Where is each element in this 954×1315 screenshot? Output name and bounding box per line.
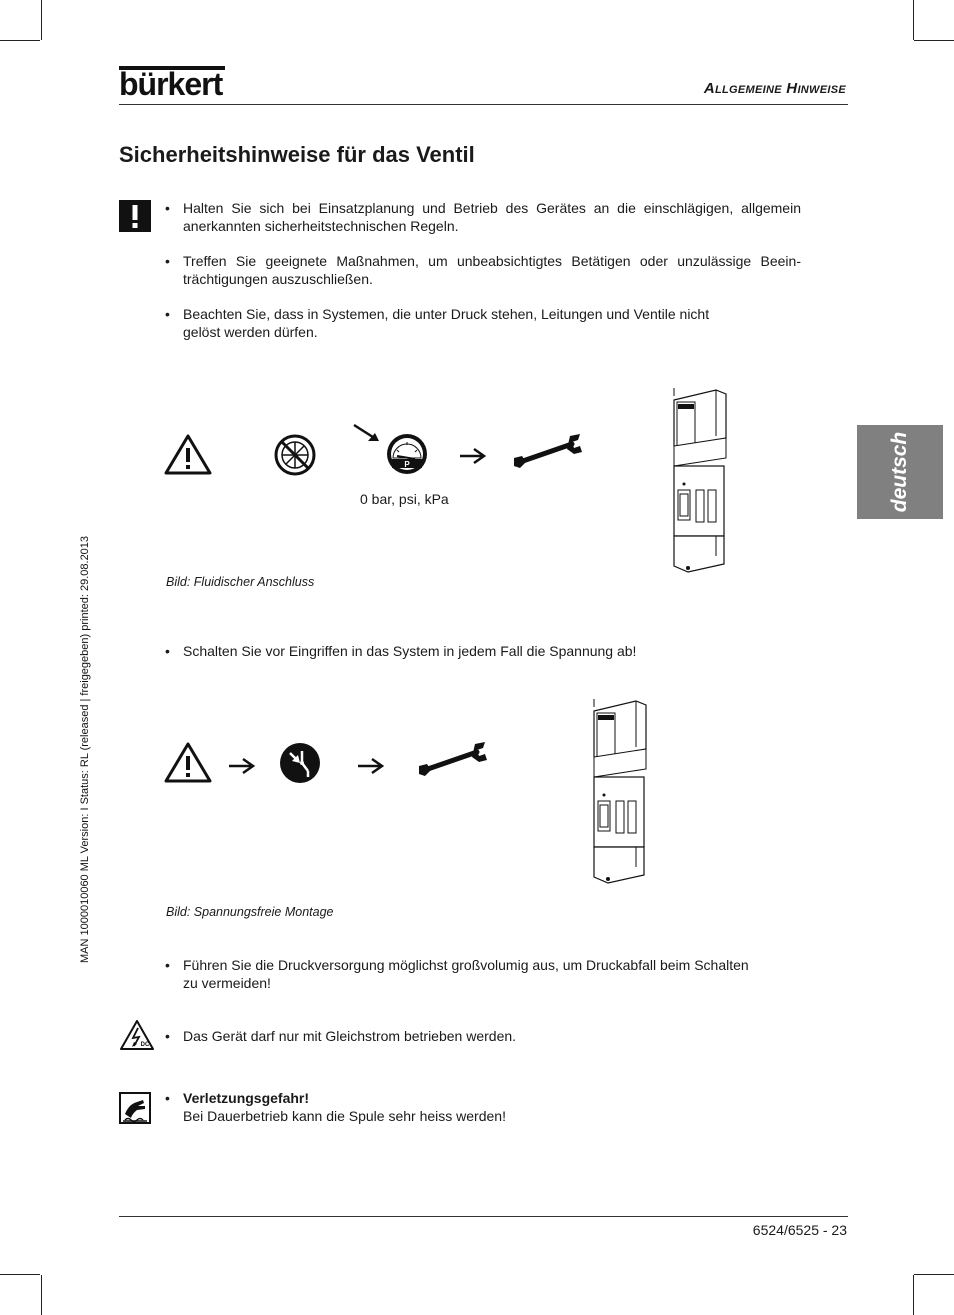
page-number: 6524/6525 - 23: [752, 1222, 847, 1238]
bullet-text: Das Gerät darf nur mit Gleichstrom betrieben werden.: [183, 1028, 517, 1044]
warning-triangle-icon: [164, 433, 212, 475]
crop-mark: [0, 1274, 40, 1275]
arrow-right-icon: [356, 756, 386, 776]
pressure-gauge-icon: [385, 432, 429, 476]
bullet-line: gelöst werden dürfen.: [183, 324, 318, 340]
crop-mark: [913, 1275, 914, 1315]
bullet-line: anerkannten sicherheitstechnischen Regeln.: [183, 218, 459, 234]
crop-mark: [913, 0, 914, 40]
crop-mark: [914, 1274, 954, 1275]
warning-triangle-icon: [164, 741, 212, 783]
dc-label: DC: [140, 1042, 150, 1048]
electric-hazard-dc-icon: [119, 1019, 155, 1051]
crop-mark: [914, 40, 954, 41]
gauge-letter: P: [404, 460, 410, 469]
bullet-line: Bei Dauerbetrieb kann die Spule sehr heiss werden!: [183, 1108, 506, 1124]
header-rule: [119, 104, 848, 105]
language-tab: [857, 425, 943, 519]
warning-title: Verletzungsgefahr!: [183, 1090, 310, 1106]
pressure-label: 0 bar, psi, kPa: [360, 491, 449, 507]
power-off-icon: [278, 741, 322, 785]
document-status-text: MAN 1000010060 ML Version: I Status: RL (released | freigegeben) printed: 29.08.2013: [79, 535, 91, 963]
bullet-line: Treffen Sie geeignete Maßnahmen, um unbeabsichtigtes Betätigen oder unzulässige Beein-: [183, 253, 801, 269]
bullet-line: Beachten Sie, dass in Systemen, die unter Druck stehen, Leitungen und Ventile nicht: [183, 306, 710, 322]
hot-surface-icon: [119, 1092, 151, 1124]
figure-caption: Bild: Fluidischer Anschluss: [166, 575, 315, 589]
exclamation-warning-icon: [119, 200, 151, 232]
valve-device-icon: [668, 386, 730, 574]
crossed-out-pressure-icon: [274, 434, 316, 476]
crop-mark: [0, 40, 40, 41]
brand-logo: bürkert: [119, 66, 223, 102]
valve-device-icon: [588, 697, 650, 885]
arrow-down-right-icon: [352, 422, 382, 444]
wrench-icon: [512, 432, 584, 472]
section-header: Allgemeine Hinweise: [703, 80, 846, 97]
crop-mark: [41, 1275, 42, 1315]
wrench-icon: [417, 740, 489, 780]
language-tab-label: deutsch: [888, 431, 911, 513]
figure-caption: Bild: Spannungsfreie Montage: [166, 905, 334, 919]
arrow-right-icon: [458, 446, 488, 466]
bullet-line: trächtigungen auszuschließen.: [183, 271, 373, 287]
footer-rule: [119, 1216, 848, 1217]
bullet-text: Schalten Sie vor Eingriffen in das System in jedem Fall die Spannung ab!: [183, 643, 637, 659]
bullet-line: Führen Sie die Druckversorgung möglichst großvolumig aus, um Druckabfall beim Schalten: [183, 957, 749, 973]
crop-mark: [41, 0, 42, 40]
arrow-right-icon: [227, 756, 257, 776]
bullet-line: Halten Sie sich bei Einsatzplanung und Betrieb des Gerätes an die einschlägigen, allgemein: [183, 200, 801, 216]
bullet-line: zu vermeiden!: [183, 975, 271, 991]
page-title: Sicherheitshinweise für das Ventil: [119, 142, 475, 167]
